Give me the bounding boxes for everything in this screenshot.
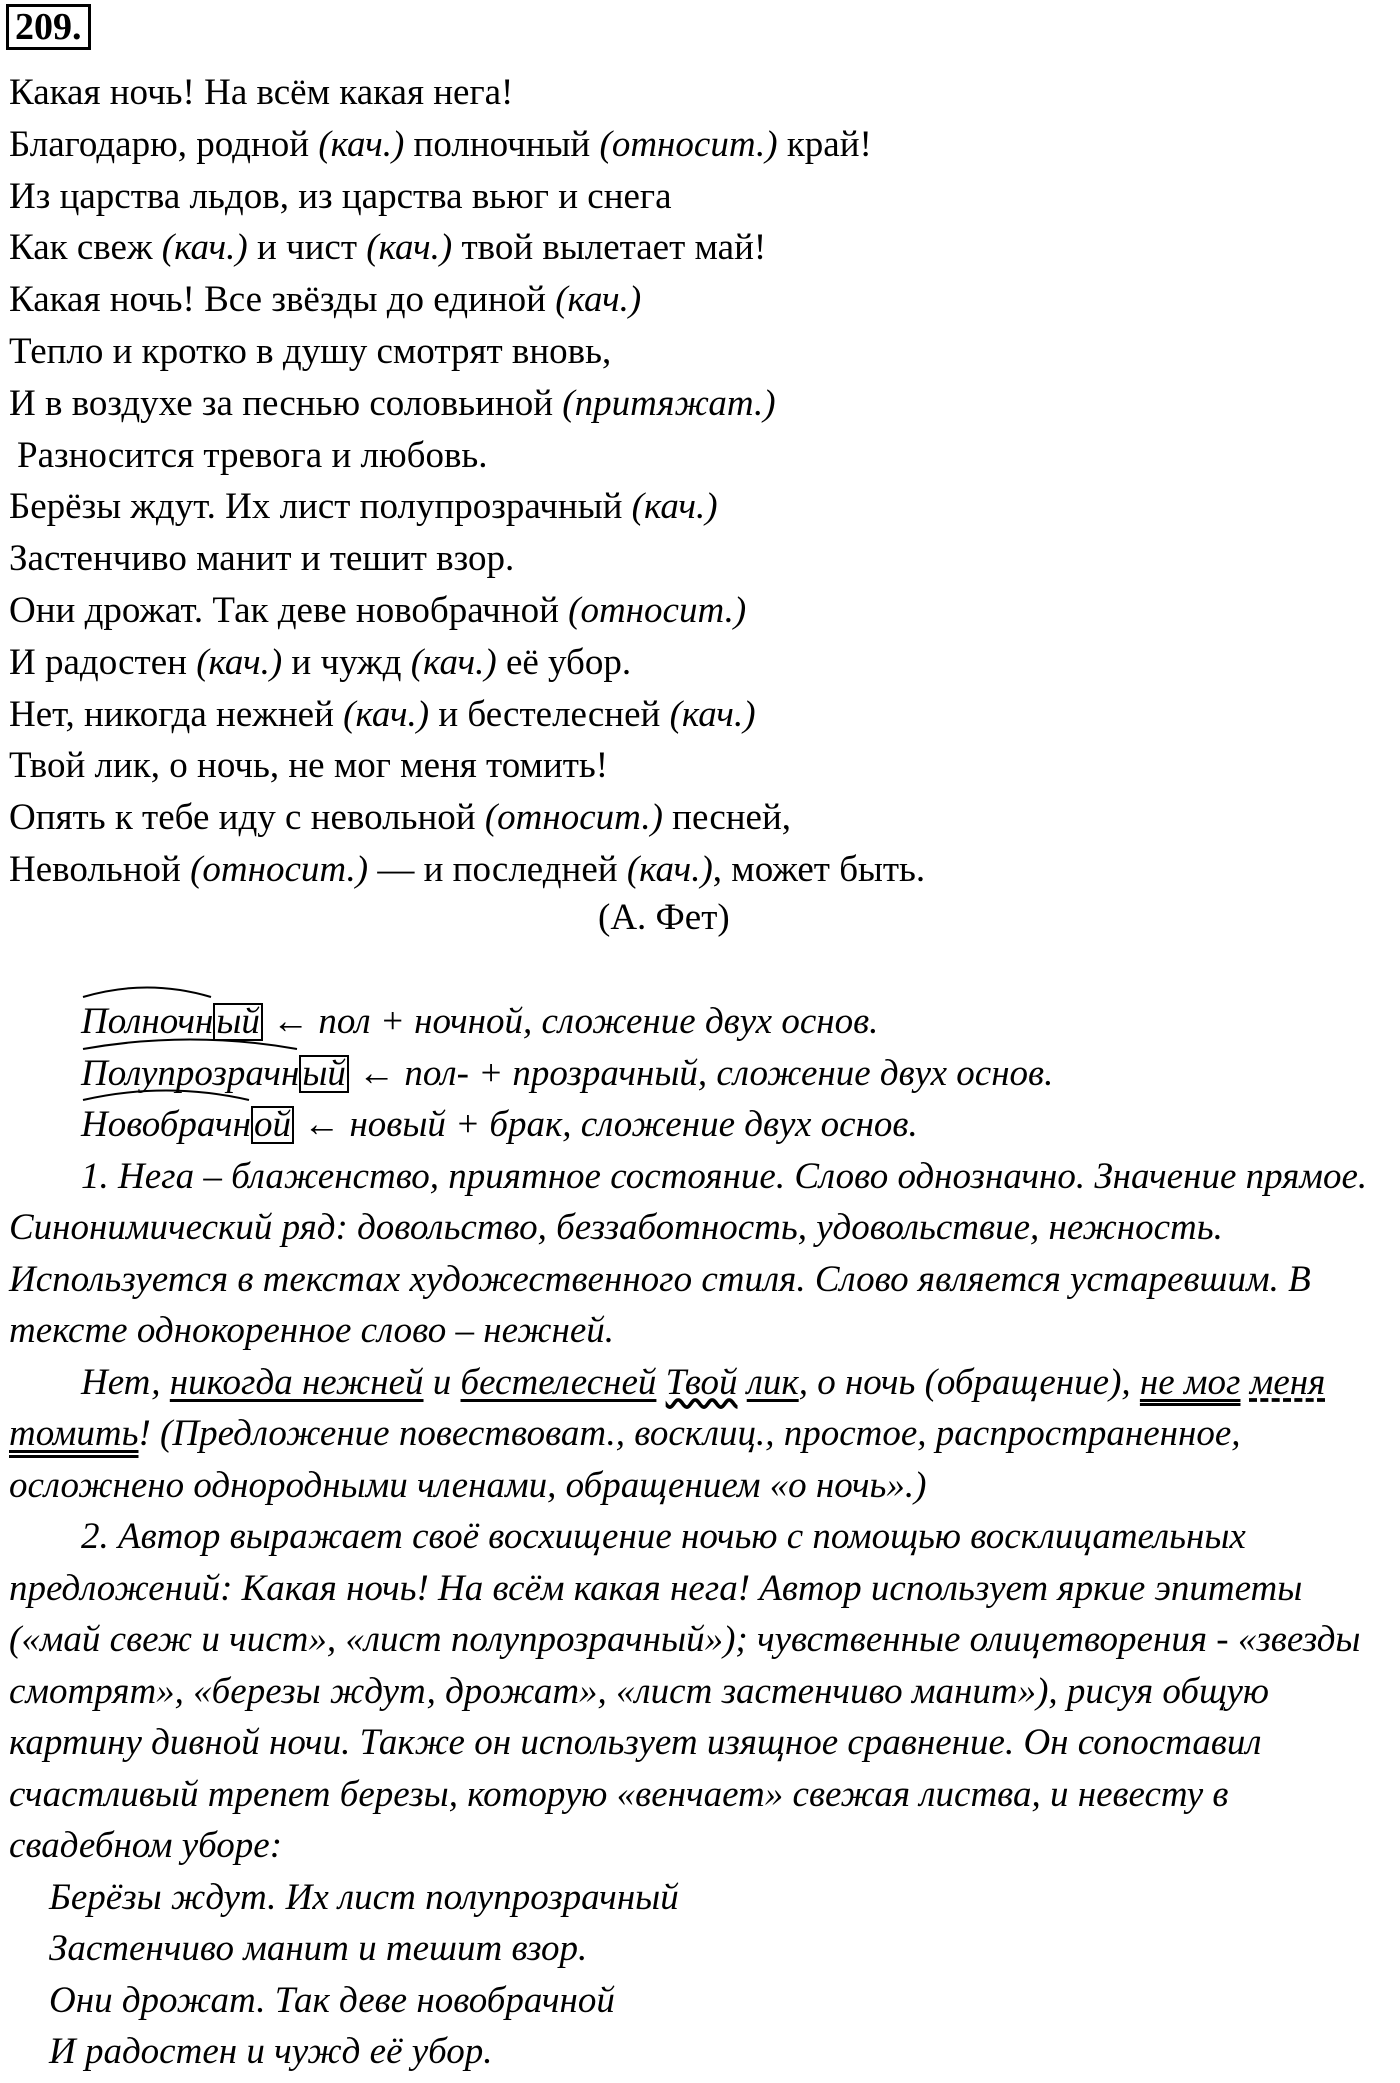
poem-line: [9, 689, 1389, 741]
poem-text: Берёзы ждут. Их лист полупрозрачный: [9, 486, 632, 528]
quote-line: Застенчиво манит и тешит взор.: [49, 1928, 588, 1969]
poem-text: Разносится тревога и любовь.: [17, 434, 488, 476]
sentence-member: лик: [746, 1361, 799, 1403]
grammar-note: (относит.): [568, 589, 747, 631]
grammar-note: (кач.): [669, 693, 756, 735]
poem-text: Благодарю, родной: [9, 123, 319, 165]
poem-line: [9, 430, 1389, 482]
poem-text: Невольной: [9, 848, 191, 890]
poem-quote: [9, 1872, 1399, 2078]
morpheme-line: [9, 1099, 1399, 1151]
sentence-text: и: [423, 1361, 461, 1403]
paragraph-word-analysis: 1. Нега – блаженство, приятное состояние. Слово однозначно. Значение прямое. Синонимический ряд: довольство, беззаботность, удовольствие, нежность. Используется в текстах художественного стиля. Слово является устаревшим. В тексте однокоренное слово – нежней.: [9, 1155, 1368, 1351]
poem-text: её убор.: [496, 641, 632, 683]
poem-text: Нет, никогда нежней: [9, 693, 344, 735]
poem-text: Твой лик, о ночь, не мог меня томить!: [9, 745, 609, 787]
poem: [9, 67, 1389, 896]
morpheme-explanation: ← пол- + прозрачный, сложение двух основ.: [348, 1052, 1054, 1094]
poem-line: [9, 533, 1389, 585]
poem-text: край!: [777, 123, 872, 165]
poem-text: Из царства льдов, из царства вьюг и снега: [9, 175, 672, 217]
word-ending-box: ый: [213, 1003, 263, 1041]
grammar-note: (относит.): [599, 123, 778, 165]
poem-line: [9, 637, 1389, 689]
paragraph-author-means: 2. Автор выражает своё восхищение ночью с помощью восклицательных предложений: Какая ночь! На всём какая нега! Автор использует яркие эпитеты («май свеж и чист», «лист полупрозрачный»); чувственные олицетворения - «звезды смотрят», «березы ждут, дрожат», «лист застенчиво манит»), рисуя общую картину дивной ночи. Также он использует изящное сравнение. Он сопоставил счастливый трепет березы, которую «венчает» свежая листва, и невесту в свадебном уборе:: [9, 1516, 1361, 1866]
poem-text: Как свеж: [9, 227, 162, 269]
poem-text: И радостен: [9, 641, 197, 683]
poem-text: и чист: [247, 227, 367, 269]
sentence-member: бестелесней: [460, 1361, 657, 1403]
poem-text: Они дрожат. Так деве новобрачной: [9, 589, 569, 631]
word-ending-box: ый: [299, 1055, 349, 1093]
word-ending-box: ой: [251, 1106, 294, 1144]
poem-text: Какая ночь! Все звёзды до единой: [9, 279, 556, 321]
sentence-member: меня: [1249, 1361, 1326, 1403]
poem-author: (А. Фет): [598, 897, 730, 938]
grammar-note: (относит.): [484, 797, 663, 839]
poem-line: [9, 274, 1389, 326]
sentence-text: Нет,: [81, 1361, 170, 1403]
poem-text: твой вылетает май!: [452, 227, 767, 269]
grammar-note: (относит.): [190, 848, 369, 890]
quote-line: И радостен и чужд её убор.: [49, 2031, 493, 2072]
poem-text: и чужд: [282, 641, 411, 683]
grammar-note: (кач.): [555, 279, 642, 321]
paragraph-sentence-analysis: [9, 1357, 1399, 1512]
poem-line: [9, 222, 1389, 274]
sentence-text: [1240, 1362, 1249, 1403]
sentence-member: томить: [9, 1413, 139, 1454]
word-stem: Полупрозрачн: [81, 1052, 300, 1094]
sentence-member: не мог: [1139, 1361, 1241, 1403]
morpheme-analysis: [9, 996, 1399, 1151]
poem-text: , может быть.: [712, 848, 926, 890]
stem-arc-mark: [81, 984, 213, 998]
poem-line: [9, 585, 1389, 637]
poem-text: Какая ночь! На всём какая нега!: [9, 72, 514, 113]
poem-text: полночный: [404, 123, 600, 165]
sentence-text: [656, 1362, 665, 1403]
grammar-note: (кач.): [343, 693, 430, 735]
exercise-number: 209.: [6, 4, 91, 50]
poem-line: [9, 378, 1389, 430]
sentence-text: ! (Предложение повествоват., восклиц., простое, распространенное, осложнено однородными членами, обращением «о ночь».): [9, 1413, 1241, 1506]
morpheme-word: [81, 1048, 349, 1100]
word-stem: Полночн: [81, 1001, 214, 1042]
grammar-note: (кач.): [318, 123, 405, 165]
grammar-note: (кач.): [626, 848, 713, 890]
morpheme-explanation: ← новый + брак, сложение двух основ.: [293, 1104, 918, 1145]
poem-text: Застенчиво манит и тешит взор.: [9, 538, 515, 580]
poem-line: [9, 67, 1389, 119]
sentence-text: , о ночь (обращение),: [798, 1361, 1140, 1403]
poem-text: Опять к тебе иду с невольной: [9, 797, 485, 839]
morpheme-word: [81, 1099, 294, 1151]
poem-line: [9, 844, 1389, 896]
poem-text: Тепло и кротко в душу смотрят вновь,: [9, 330, 612, 372]
poem-text: — и последней: [368, 848, 627, 890]
poem-line: [9, 792, 1389, 844]
poem-line: [9, 326, 1389, 378]
poem-line: [9, 119, 1389, 171]
analysis: [9, 996, 1399, 2078]
poem-text: и бестелесней: [429, 693, 670, 735]
grammar-note: (кач.): [410, 641, 497, 683]
poem-text: песней,: [662, 797, 792, 839]
quote-line: Берёзы ждут. Их лист полупрозрачный: [49, 1876, 679, 1918]
poem-line: [9, 740, 1389, 792]
morpheme-word: [81, 996, 263, 1048]
poem-text: И в воздухе за песнью соловьиной: [9, 382, 563, 424]
grammar-note: (кач.): [366, 227, 453, 269]
grammar-note: (кач.): [631, 486, 718, 528]
morpheme-explanation: ← пол + ночной, сложение двух основ.: [262, 1001, 879, 1042]
poem-line: [9, 171, 1389, 223]
quote-line: Они дрожат. Так деве новобрачной: [49, 1979, 615, 2021]
poem-line: [9, 481, 1389, 533]
sentence-member: никогда нежней: [169, 1361, 424, 1403]
sentence-member: Твой: [665, 1361, 738, 1403]
sentence-text: [737, 1362, 746, 1403]
grammar-note: (кач.): [196, 641, 283, 683]
grammar-note: (кач.): [161, 227, 248, 269]
morpheme-line: [9, 1048, 1399, 1100]
grammar-note: (притяжат.): [562, 382, 776, 424]
morpheme-line: [9, 996, 1399, 1048]
word-stem: Новобрачн: [81, 1104, 251, 1145]
